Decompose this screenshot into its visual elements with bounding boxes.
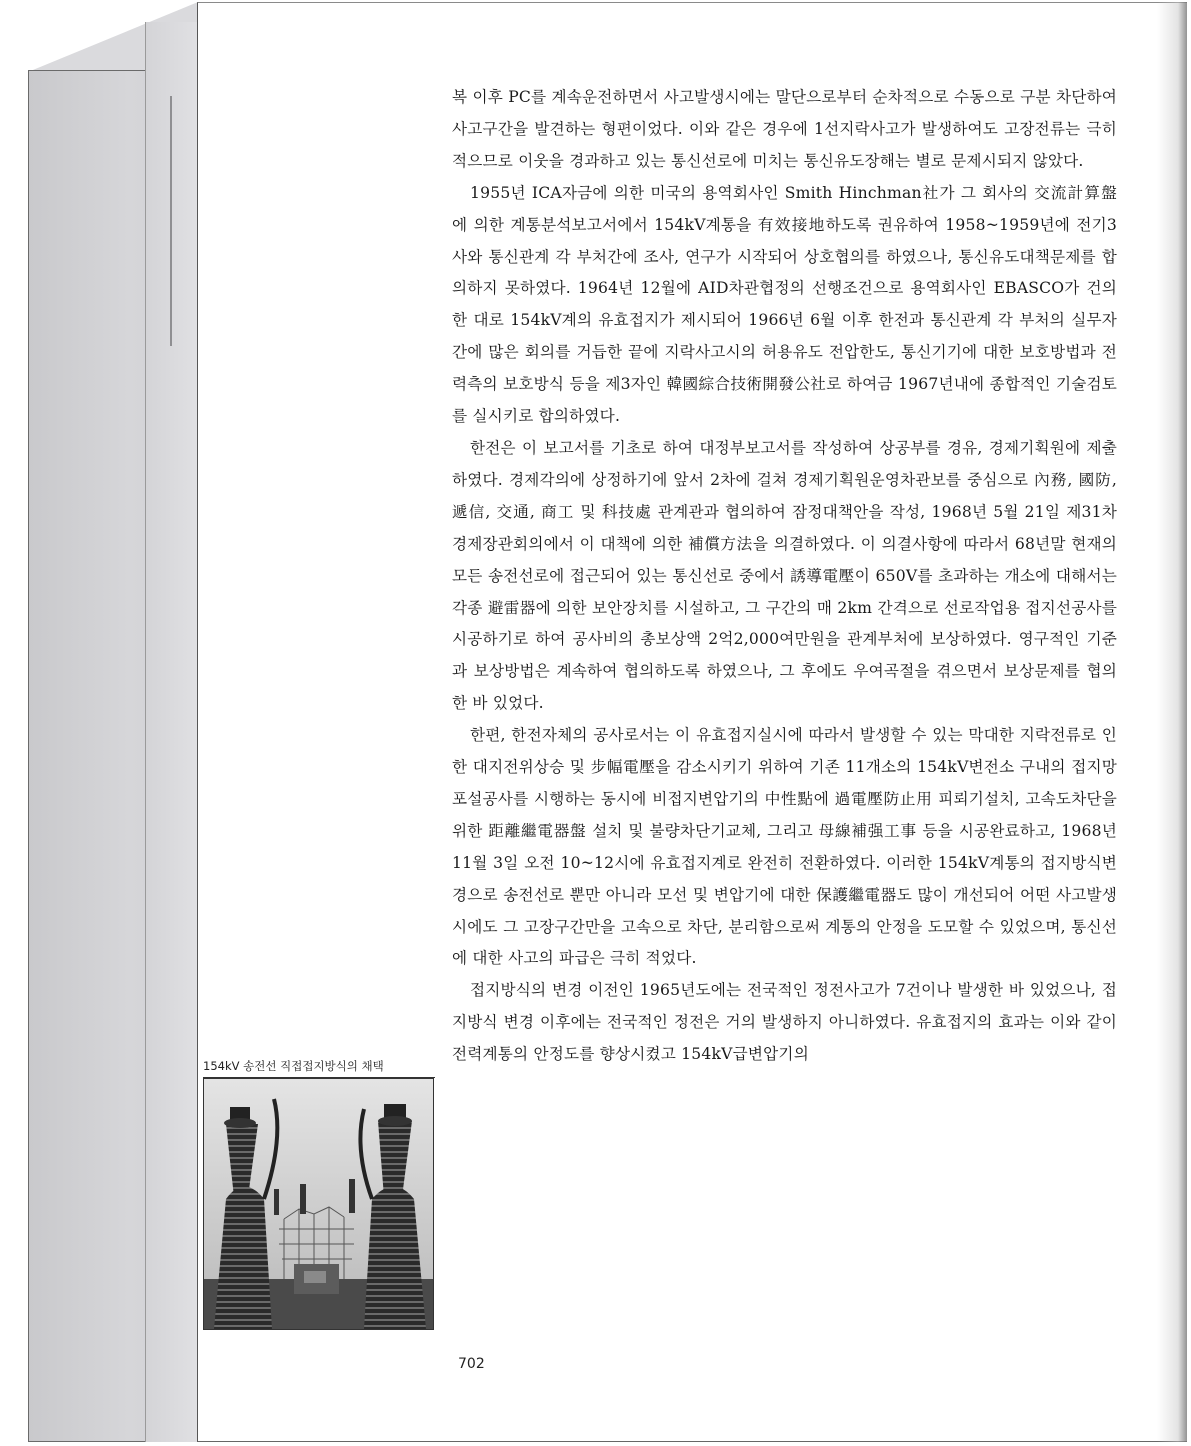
paragraph-1: 복 이후 PC를 계속운전하면서 사고발생시에는 말단으로부터 순차적으로 수동으로 구분 차단하여 사고구간을 발견하는 형편이었다. 이와 같은 경우에 1선지락사고가 발생하여도 고장전류는 극히 적으므로 이웃을 경과하고 있는 통신선로에 미치는 통신유도장해는 별로 문제시되지 않았다. (452, 88, 1117, 170)
paragraph-5: 접지방식의 변경 이전인 1965년도에는 전국적인 정전사고가 7건이나 발생한 바 있었으나, 접지방식 변경 이후에는 전국적인 정전은 거의 발생하지 아니하였다. 유효접지의 효과는 이와 같이 전력계통의 안정도를 향상시켰고 154kV급변압기의 (452, 981, 1117, 1064)
spine-mark (170, 96, 172, 346)
body-text (452, 82, 1117, 1071)
page-number: 702 (458, 1356, 485, 1372)
paragraph-2: 1955년 ICA자금에 의한 미국의 용역회사인 Smith Hinchman社가 그 회사의 交流計算盤에 의한 계통분석보고서에서 154kV계통을 有效接地하도록 권유하여 1958~1959년에 전기3사와 통신관계 각 부처간에 조사, 연구가 시작되어 상호협의를 하였으나, 통신유도대책문제를 합의하지 못하였다. 1964년 12월에 AID차관협정의 선행조건으로 용역회사인 EBASCO가 건의한 대로 154kV계의 유효접지가 제시되어 1966년 6월 이후 한전과 통신관계 각 부처의 실무자간에 많은 회의를 거듭한 끝에 지락사고시의 허용유도 전압한도, 통신기기에 대한 보호방법과 전력측의 보호방식 등을 제3자인 韓國綜合技術開發公社로 하여금 1967년내에 종합적인 기술검토를 실시키로 합의하였다. (452, 183, 1117, 426)
paragraph-4: 한편, 한전자체의 공사로서는 이 유효접지실시에 따라서 발생할 수 있는 막대한 지락전류로 인한 대지전위상승 및 步幅電壓을 감소시키기 위하여 기존 11개소의 154kV변전소 구내의 접지망 포설공사를 시행하는 동시에 비접지변압기의 中性點에 過電壓防止用 피뢰기설치, 고속도차단을 위한 距離繼電器盤 설치 및 불량차단기교체, 그리고 母線補强工事 등을 시공완료하고, 1968년 11월 3일 오전 10~12시에 유효접지계로 완전히 전환하였다. 이러한 154kV계통의 접지방식변경으로 송전선로 뿐만 아니라 모선 및 변압기에 대한 保護繼電器도 많이 개선되어 어떤 사고발생시에도 그 고장구간만을 고속으로 차단, 분리함으로써 계통의 안정을 도모할 수 있었으며, 통신선에 대한 사고의 파급은 극히 적었다. (452, 726, 1117, 968)
page-gutter-shadow (1157, 2, 1187, 1442)
photo-caption: 154kV 송전선 직접접지방식의 채택 (203, 1058, 435, 1078)
substation-photo (203, 1078, 434, 1330)
paragraph-3: 한전은 이 보고서를 기초로 하여 대정부보고서를 작성하여 상공부를 경유, 경제기획원에 제출하였다. 경제각의에 상정하기에 앞서 2차에 걸쳐 경제기획원운영차관보를 중심으로 內務, 國防, 遞信, 交通, 商工 및 科技處 관계관과 협의하여 잠정대책안을 작성, 1968년 5월 21일 제31차 경제장관회의에서 이 대책에 의한 補償方法을 의결하였다. 이 의결사항에 따라서 68년말 현재의 모든 송전선로에 접근되어 있는 통신선로 중에서 誘導電壓이 650V를 초과하는 개소에 대해서는 각종 避雷器에 의한 보안장치를 시설하고, 그 구간의 매 2km 간격으로 선로작업용 접지선공사를 시공하기로 하여 공사비의 총보상액 2억2,000여만원을 관계부처에 보상하였다. 영구적인 기준과 보상방법은 계속하여 협의하도록 하였으나, 그 후에도 우여곡절을 겪으면서 보상문제를 협의한 바 있었다. (452, 438, 1117, 713)
